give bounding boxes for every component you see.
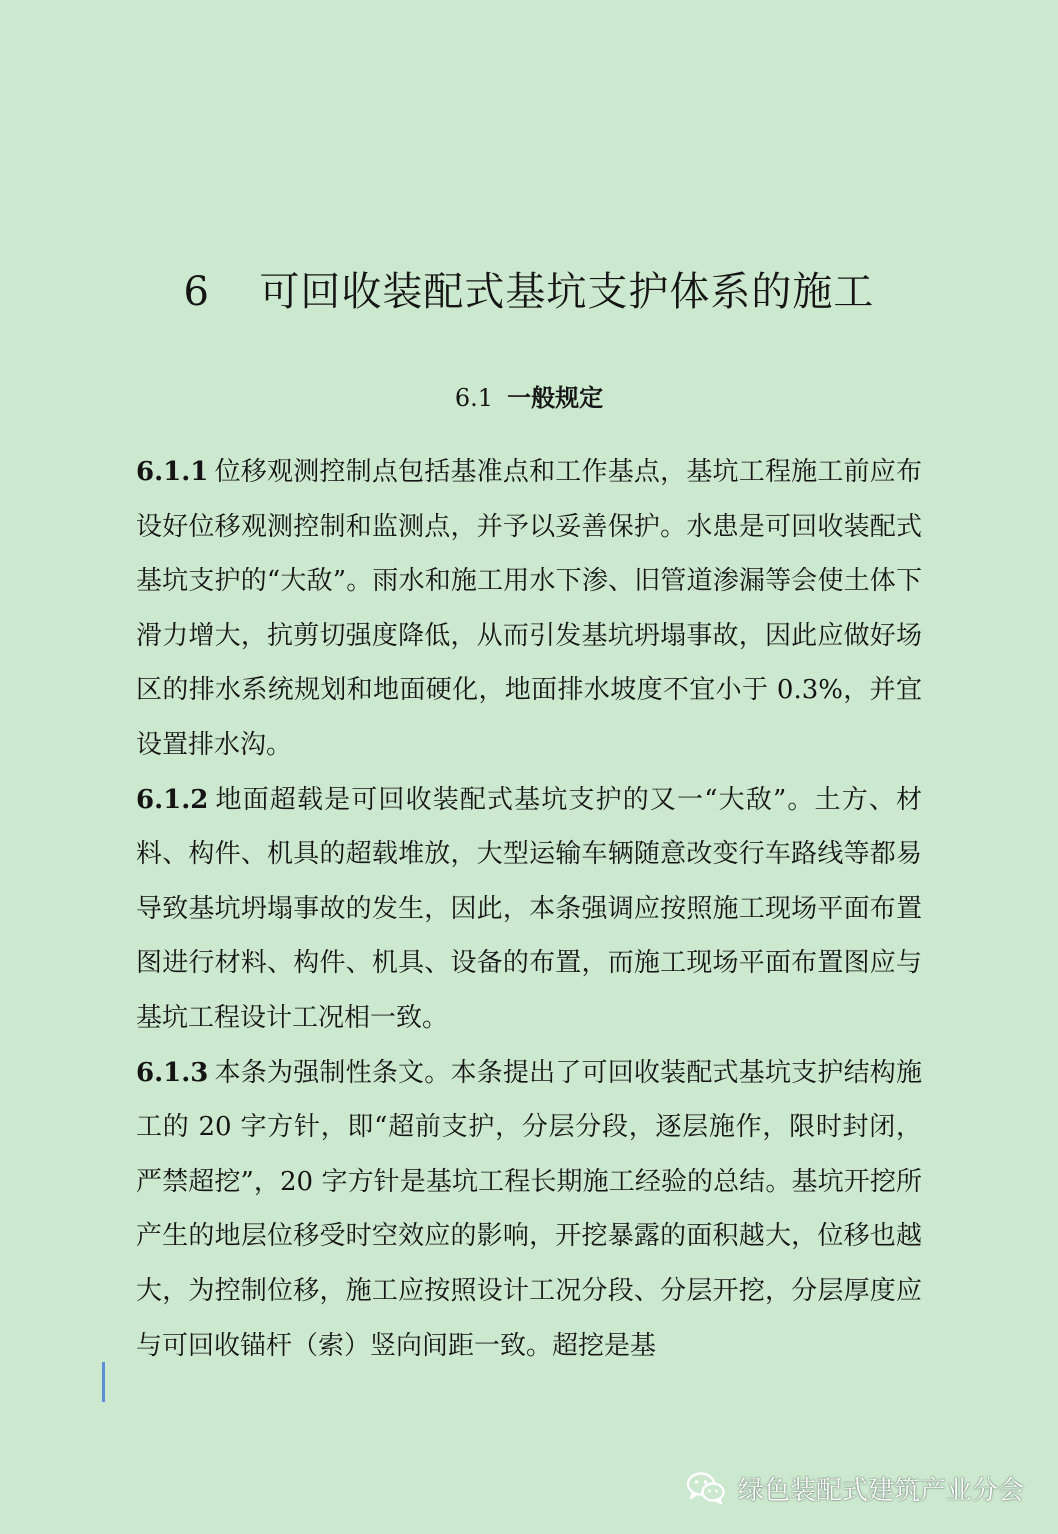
clause-paragraph — [136, 1046, 922, 1374]
clause-paragraph — [136, 773, 922, 1046]
document-body — [136, 445, 922, 1373]
section-title-text: 一般规定 — [507, 384, 604, 412]
clause-text: 地面超载是可回收装配式基坑支护的又一“大敌”。土方、材料、构件、机具的超载堆放，大型运输车辆随意改变行车路线等都易导致基坑坍塌事故的发生，因此，本条强调应按照施工现场平面布置图进行材料、构件、机具、设备的布置，而施工现场平面布置图应与基坑工程设计工况相一致。 — [136, 784, 922, 1033]
watermark-text: 绿色装配式建筑产业分会 — [737, 1475, 1024, 1506]
section-number: 6.1 — [454, 384, 494, 412]
clause-number: 6.1.3 — [136, 1057, 209, 1088]
clause-paragraph — [136, 445, 922, 773]
chapter-number: 6 — [183, 269, 210, 315]
text-cursor — [102, 1362, 105, 1402]
watermark — [686, 1466, 1024, 1510]
clause-number: 6.1.1 — [136, 457, 209, 487]
section-heading — [0, 378, 1058, 418]
clause-text: 位移观测控制点包括基准点和工作基点，基坑工程施工前应布设好位移观测控制和监测点，并予以妥善保护。水患是可回收装配式基坑支护的“大敌”。雨水和施工用水下渗、旧管道渗漏等会使土体下滑力增大，抗剪切强度降低，从而引发基坑坍塌事故，因此应做好场区的排水系统规划和地面硬化，地面排水坡度不宜小于 0.3%，并宜设置排水沟。 — [136, 457, 922, 760]
clause-number: 6.1.2 — [136, 784, 209, 815]
wechat-icon — [686, 1471, 726, 1505]
chapter-title — [0, 262, 1058, 322]
chapter-title-text: 可回收装配式基坑支护体系的施工 — [259, 269, 875, 315]
clause-text: 本条为强制性条文。本条提出了可回收装配式基坑支护结构施工的 20 字方针，即“超前支护，分层分段，逐层施作，限时封闭，严禁超挖”，20 字方针是基坑工程长期施工经验的总结。基坑开挖所产生的地层位移受时空效应的影响，开挖暴露的面积越大，位移也越大，为控制位移，施工应按照设计工况分段、分层开挖，分层厚度应与可回收锚杆（索）竖向间距一致。超挖是基 — [136, 1057, 922, 1361]
